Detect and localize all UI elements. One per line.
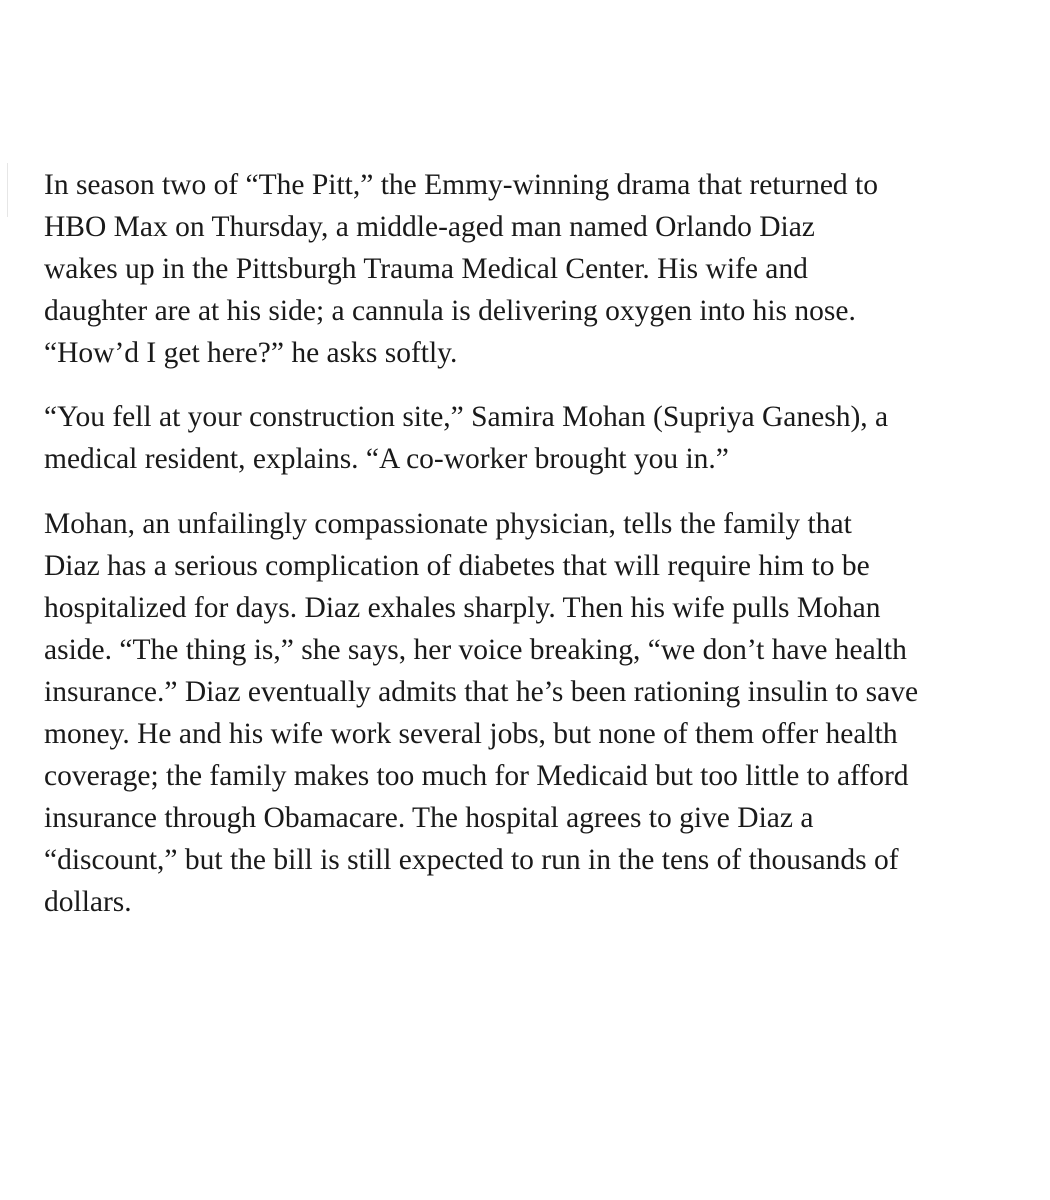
text-line: money. He and his wife work several jobs, but none of them offer health [44, 718, 898, 750]
text-line: daughter are at his side; a cannula is delivering oxygen into his nose. [44, 295, 856, 327]
text-line: Diaz has a serious complication of diabetes that will require him to be [44, 550, 870, 582]
text-line: medical resident, explains. “A co-worker brought you in.” [44, 443, 729, 475]
paragraph-2 [44, 396, 1019, 480]
text-line: dollars. [44, 886, 132, 918]
text-line: insurance.” Diaz eventually admits that he’s been rationing insulin to save [44, 676, 919, 708]
text-line: In season two of “The Pitt,” the Emmy-winning drama that returned to [44, 169, 878, 201]
left-edge-divider [7, 163, 8, 217]
text-line: “You fell at your construction site,” Samira Mohan (Supriya Ganesh), a [44, 401, 889, 433]
text-line: insurance through Obamacare. The hospital agrees to give Diaz a [44, 802, 814, 834]
text-line: “discount,” but the bill is still expected to run in the tens of thousands of [44, 844, 899, 876]
article-body [44, 164, 1019, 923]
paragraph-1 [44, 164, 1019, 374]
paragraph-3 [44, 503, 1019, 923]
text-line: wakes up in the Pittsburgh Trauma Medical Center. His wife and [44, 253, 808, 285]
text-line: hospitalized for days. Diaz exhales sharply. Then his wife pulls Mohan [44, 592, 881, 624]
text-line: HBO Max on Thursday, a middle-aged man named Orlando Diaz [44, 211, 815, 243]
text-line: coverage; the family makes too much for Medicaid but too little to afford [44, 760, 909, 792]
text-line: Mohan, an unfailingly compassionate physician, tells the family that [44, 508, 852, 540]
text-line: “How’d I get here?” he asks softly. [44, 337, 458, 369]
text-line: aside. “The thing is,” she says, her voice breaking, “we don’t have health [44, 634, 907, 666]
